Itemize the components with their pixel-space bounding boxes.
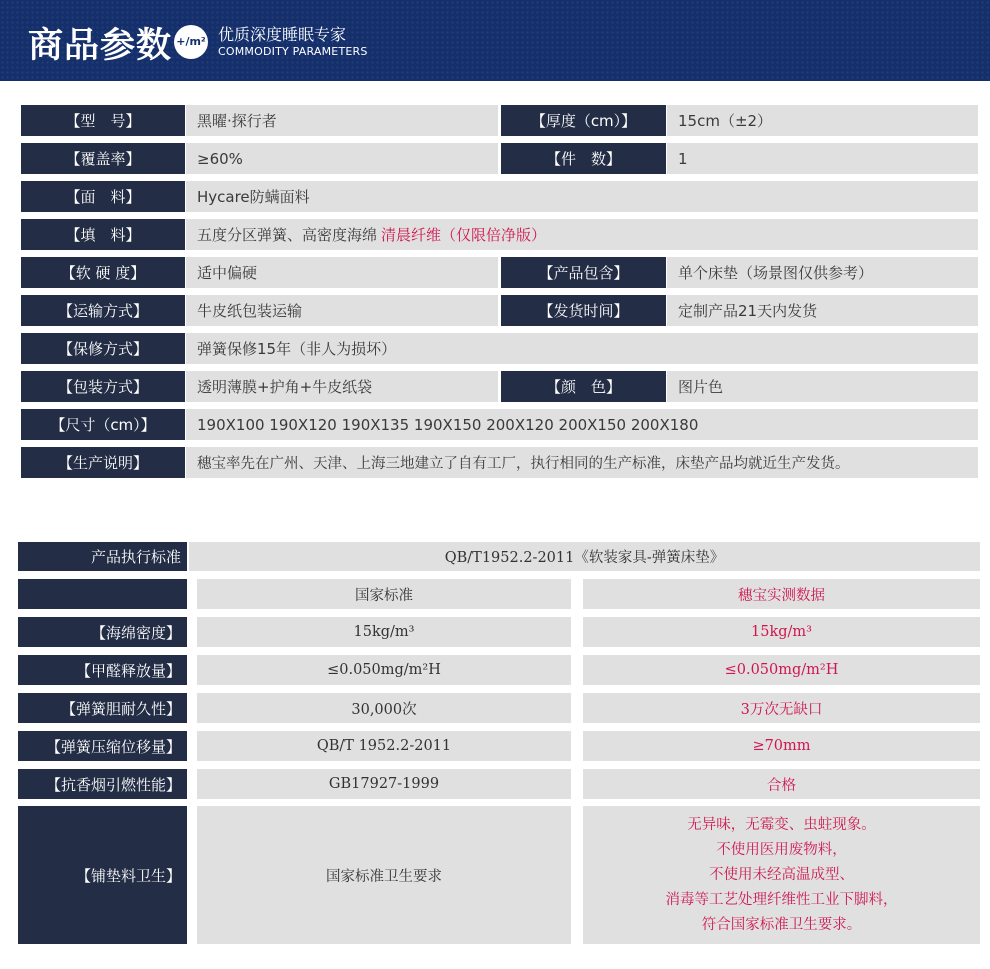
national-standard-header: 国家标准 bbox=[197, 579, 571, 609]
header-banner bbox=[0, 0, 990, 81]
banner-subtitle-en: COMMODITY PARAMETERS bbox=[218, 45, 368, 58]
page-title: 商品参数 bbox=[28, 25, 173, 66]
hygiene-national: 国家标准卫生要求 bbox=[197, 806, 571, 944]
spring-displacement-label: 【弹簧压缩位移量】 bbox=[18, 731, 187, 761]
filling-label: 【填 料】 bbox=[21, 219, 185, 250]
coverage-value: ≥60% bbox=[186, 143, 498, 174]
shipping-label: 【运输方式】 bbox=[21, 295, 185, 326]
fabric-value: Hycare防螨面料 bbox=[186, 181, 978, 212]
header-blank-cell bbox=[18, 579, 187, 609]
fabric-label: 【面 料】 bbox=[21, 181, 185, 212]
hygiene-measured bbox=[583, 806, 980, 944]
firmness-value: 适中偏硬 bbox=[186, 257, 498, 288]
color-label: 【颜 色】 bbox=[501, 371, 666, 402]
formaldehyde-national: ≤0.050mg/m²H bbox=[197, 655, 571, 685]
hygiene-measured-line: 消毒等工艺处理纤维性工业下脚料， bbox=[665, 891, 898, 908]
measured-data-header: 穗宝实测数据 bbox=[583, 579, 980, 609]
thickness-label: 【厚度（cm）】 bbox=[501, 105, 666, 136]
size-label: 【尺寸（cm）】 bbox=[21, 409, 185, 440]
color-value: 图片色 bbox=[667, 371, 978, 402]
spring-displacement-national: QB/T 1952.2-2011 bbox=[197, 731, 571, 761]
pieces-label: 【件 数】 bbox=[501, 143, 666, 174]
filling-materials: 五度分区弹簧、高密度海绵 bbox=[197, 226, 378, 244]
spring-durability-label: 【弹簧胆耐久性】 bbox=[18, 693, 187, 723]
production-value: 穗宝率先在广州、天津、上海三地建立了自有工厂，执行相同的生产标准，床垫产品均就近生产发货。 bbox=[186, 447, 978, 478]
formaldehyde-label: 【甲醛释放量】 bbox=[18, 655, 187, 685]
cigarette-resistance-label: 【抗香烟引燃性能】 bbox=[18, 769, 187, 799]
exec-standard-label: 产品执行标准 bbox=[18, 542, 187, 571]
foam-density-measured: 15kg/m³ bbox=[583, 617, 980, 647]
cigarette-resistance-measured: 合格 bbox=[583, 769, 980, 799]
hygiene-measured-line: 符合国家标准卫生要求。 bbox=[701, 916, 862, 933]
warranty-value: 弹簧保修15年（非人为损坏） bbox=[186, 333, 978, 364]
formaldehyde-measured: ≤0.050mg/m²H bbox=[583, 655, 980, 685]
contents-label: 【产品包含】 bbox=[501, 257, 666, 288]
hygiene-measured-line: 不使用医用废物料， bbox=[716, 841, 847, 858]
production-label: 【生产说明】 bbox=[21, 447, 185, 478]
packing-label: 【包装方式】 bbox=[21, 371, 185, 402]
model-label: 【型 号】 bbox=[21, 105, 185, 136]
hygiene-measured-line: 不使用未经高温成型、 bbox=[709, 866, 854, 883]
shipping-value: 牛皮纸包装运输 bbox=[186, 295, 498, 326]
hygiene-measured-line: 无异味，无霉变、虫蛀现象。 bbox=[687, 816, 876, 833]
spring-displacement-measured: ≥70mm bbox=[583, 731, 980, 761]
spring-durability-national: 30,000次 bbox=[197, 693, 571, 723]
banner-subtitle: 优质深度睡眠专家 bbox=[218, 25, 347, 44]
size-value: 190X100 190X120 190X135 190X150 200X120 200X150 200X180 bbox=[186, 409, 978, 440]
dispatch-value: 定制产品21天内发货 bbox=[667, 295, 978, 326]
packing-value: 透明薄膜+护角+牛皮纸袋 bbox=[186, 371, 498, 402]
contents-value: 单个床垫（场景图仅供参考） bbox=[667, 257, 978, 288]
dispatch-label: 【发货时间】 bbox=[501, 295, 666, 326]
spring-durability-measured: 3万次无缺口 bbox=[583, 693, 980, 723]
coverage-label: 【覆盖率】 bbox=[21, 143, 185, 174]
pieces-value: 1 bbox=[667, 143, 978, 174]
model-value: 黑曜·探行者 bbox=[186, 105, 498, 136]
area-unit-icon: +/m² bbox=[174, 25, 208, 59]
foam-density-national: 15kg/m³ bbox=[197, 617, 571, 647]
filling-extra-note: 清晨纤维（仅限倍净版） bbox=[381, 226, 547, 244]
firmness-label: 【软 硬 度】 bbox=[21, 257, 185, 288]
warranty-label: 【保修方式】 bbox=[21, 333, 185, 364]
hygiene-label: 【铺垫料卫生】 bbox=[18, 806, 187, 944]
foam-density-label: 【海绵密度】 bbox=[18, 617, 187, 647]
thickness-value: 15cm（±2） bbox=[667, 105, 978, 136]
exec-standard-value: QB/T1952.2-2011《软装家具-弹簧床垫》 bbox=[189, 542, 980, 571]
filling-value bbox=[186, 219, 978, 250]
cigarette-resistance-national: GB17927-1999 bbox=[197, 769, 571, 799]
